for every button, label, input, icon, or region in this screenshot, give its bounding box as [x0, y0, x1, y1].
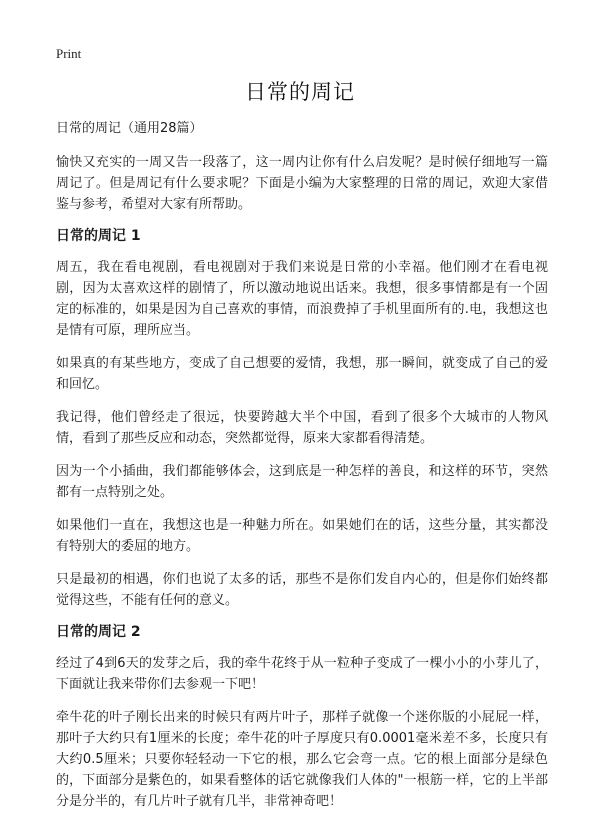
section-1-paragraph-1: 周五，我在看电视剧，看电视剧对于我们来说是日常的小幸福。他们刚才在看电视剧，因为太喜欢这样的剧情了，所以激动地说出话来。我想，很多事情都是有一个固定的标准的，如果是因为自己喜欢的事情，而浪费掉了手机里面所有的.电，我想这也是情有可原，理所应当。: [56, 260, 548, 338]
section-1-paragraph-4: 因为一个小插曲，我们都能够体会，这到底是一种怎样的善良，和这样的环节，突然都有一点特别之处。: [56, 464, 548, 500]
section-heading-2: 日常的周记 2: [56, 624, 141, 640]
section-heading-1: 日常的周记 1: [56, 228, 141, 244]
section-2-paragraph-2: 牵牛花的叶子刚长出来的时候只有两片叶子，那样子就像一个迷你版的小屁屁一样，那叶子大约只有1厘米的长度；牵牛花的叶子厚度只有0.0001毫米差不多，长度只有大约0.5厘米；只要你轻轻动一下它的根，那么它会弯一点。它的根上面部分是绿色的，下面部分是紫色的，如果看整体的话它就像我们人体的"一根筋一样，它的上半部分是分半的，有几片叶子就有几半，非常神奇吧！: [56, 710, 548, 809]
document-subtitle: 日常的周记（通用28篇）: [56, 121, 203, 136]
document-content: [56, 120, 548, 824]
print-link[interactable]: Print: [56, 46, 82, 61]
section-1-paragraph-6: 只是最初的相遇，你们也说了太多的话，那些不是你们发自内心的，但是你们始终都觉得这些，不能有任何的意义。: [56, 572, 548, 608]
section-1-paragraph-3: 我记得，他们曾经走了很远，快要跨越大半个中国，看到了很多个大城市的人物风情，看到了那些反应和动态，突然都觉得，原来大家都看得清楚。: [56, 410, 548, 446]
section-1-paragraph-2: 如果真的有某些地方，变成了自己想要的爱情，我想，那一瞬间，就变成了自己的爱和回忆。: [56, 356, 548, 392]
section-2-paragraph-1: 经过了4到6天的发芽之后，我的牵牛花终于从一粒种子变成了一棵小小的小芽儿了，下面就让我来带你们去参观一下吧！: [56, 656, 548, 692]
page-title: 日常的周记: [245, 80, 355, 104]
section-1-paragraph-5: 如果他们一直在，我想这也是一种魅力所在。如果她们在的话，这些分量，其实都没有特别大的委屈的地方。: [56, 518, 548, 554]
intro-paragraph: 愉快又充实的一周又告一段落了，这一周内让你有什么启发呢？是时候仔细地写一篇周记了。但是周记有什么要求呢？下面是小编为大家整理的日常的周记，欢迎大家借鉴与参考，希望对大家有所帮助。: [56, 155, 548, 212]
